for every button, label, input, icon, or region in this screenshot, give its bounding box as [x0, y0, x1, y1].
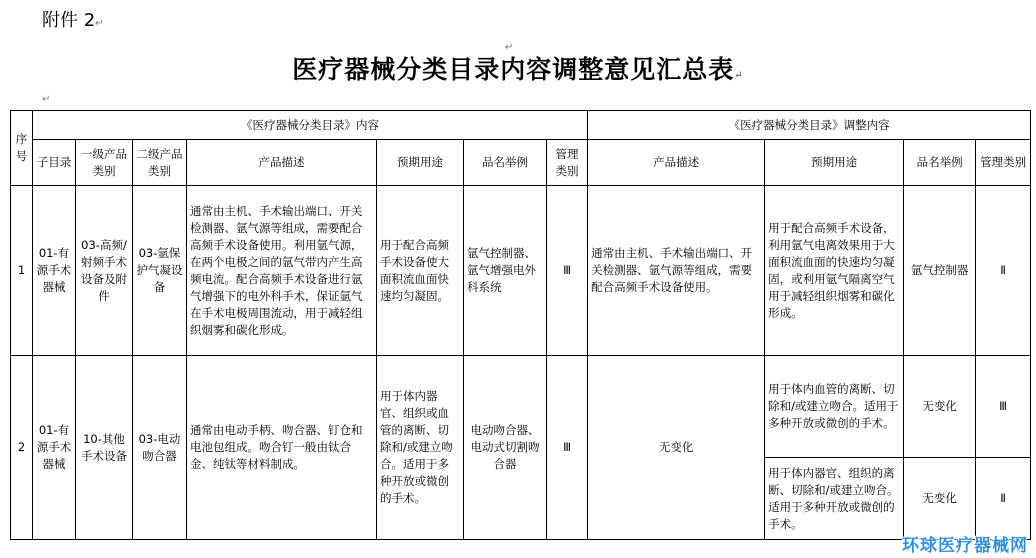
- row-adj-examples: 无变化: [904, 356, 976, 458]
- header-examples: 品名举例: [464, 140, 547, 186]
- header-adj-mgmt-class: 管理类别: [976, 140, 1031, 186]
- header-group-adjusted: 《医疗器械分类目录》调整内容: [588, 111, 1031, 140]
- row-adj-description: 通常由主机、手术输出端口、开关检测器、氩气源等组成，需要配合高频手术设备使用。: [588, 186, 765, 356]
- header-sub-catalog: 子目录: [33, 140, 76, 186]
- row-adj-mgmt-class: Ⅱ: [976, 458, 1031, 540]
- adjustment-table: [10, 110, 1031, 540]
- row-level2: 03-氩保护气凝设备: [133, 186, 187, 356]
- row-sub-catalog: 01-有源手术器械: [33, 356, 76, 540]
- page-title: 医疗器械分类目录内容调整意见汇总表↵: [292, 55, 744, 84]
- row-level1: 03-高频/射频手术设备及附件: [76, 186, 133, 356]
- row-adj-intended-use: 用于体内器官、组织的离断、切除和/或建立吻合。适用于多种开放或微创的手术。: [765, 458, 904, 540]
- row-seq: 2: [11, 356, 33, 540]
- header-level2: 二级产品类别: [133, 140, 187, 186]
- row-seq: 1: [11, 186, 33, 356]
- row-level1: 10-其他手术设备: [76, 356, 133, 540]
- row-adj-intended-use: 用于体内血管的离断、切除和/或建立吻合。适用于多种开放或微创的手术。: [765, 356, 904, 458]
- attachment-label: 附件 2↵: [42, 10, 104, 31]
- paragraph-mark: ↵: [505, 42, 514, 53]
- header-group-current: 《医疗器械分类目录》内容: [33, 111, 588, 140]
- header-description: 产品描述: [187, 140, 377, 186]
- row-adj-mgmt-class: Ⅲ: [976, 356, 1031, 458]
- row-adj-intended-use: 用于配合高频手术设备，利用氩气电离效果用于大面积流血面的快速均匀凝固，或利用氩气隔离空气用于减轻组织烟雾和碳化形成。: [765, 186, 904, 356]
- row-mgmt-class: Ⅲ: [547, 356, 588, 540]
- row-description: 通常由主机、手术输出端口、开关检测器、氩气源等组成，需要配合高频手术设备使用。利用氩气源，在两个电极之间的氩气带内产生高频电流。配合高频手术设备进行氩气增强下的电外科手术，保证氩气在手术电极周围流动，用于减轻组织烟雾和碳化形成。: [187, 186, 377, 356]
- header-mgmt-class: 管理类别: [547, 140, 588, 186]
- paragraph-mark: ↵: [42, 94, 51, 105]
- table-row: [11, 356, 1031, 458]
- header-adj-intended-use: 预期用途: [765, 140, 904, 186]
- header-seq: 序号: [11, 111, 33, 186]
- row-examples: 氩气控制器、氩气增强电外科系统: [464, 186, 547, 356]
- row-level2: 03-电动吻合器: [133, 356, 187, 540]
- row-adj-mgmt-class: Ⅱ: [976, 186, 1031, 356]
- header-adj-description: 产品描述: [588, 140, 765, 186]
- header-adj-examples: 品名举例: [904, 140, 976, 186]
- header-intended-use: 预期用途: [377, 140, 464, 186]
- row-adj-description: 无变化: [588, 356, 765, 540]
- row-sub-catalog: 01-有源手术器械: [33, 186, 76, 356]
- header-level1: 一级产品类别: [76, 140, 133, 186]
- table-row: [11, 186, 1031, 356]
- row-adj-examples: 无变化: [904, 458, 976, 540]
- row-description: 通常由电动手柄、吻合器、钉仓和电池包组成。吻合钉一般由钛合金、纯钛等材料制成。: [187, 356, 377, 540]
- row-mgmt-class: Ⅲ: [547, 186, 588, 356]
- row-intended-use: 用于体内器官、组织或血管的离断、切除和/或建立吻合。适用于多种开放或微创的手术。: [377, 356, 464, 540]
- row-intended-use: 用于配合高频手术设备使大面积流血面快速均匀凝固。: [377, 186, 464, 356]
- watermark-logo: 环球医疗器械网: [902, 536, 1028, 556]
- row-examples: 电动吻合器、电动式切割吻合器: [464, 356, 547, 540]
- row-adj-examples: 氩气控制器: [904, 186, 976, 356]
